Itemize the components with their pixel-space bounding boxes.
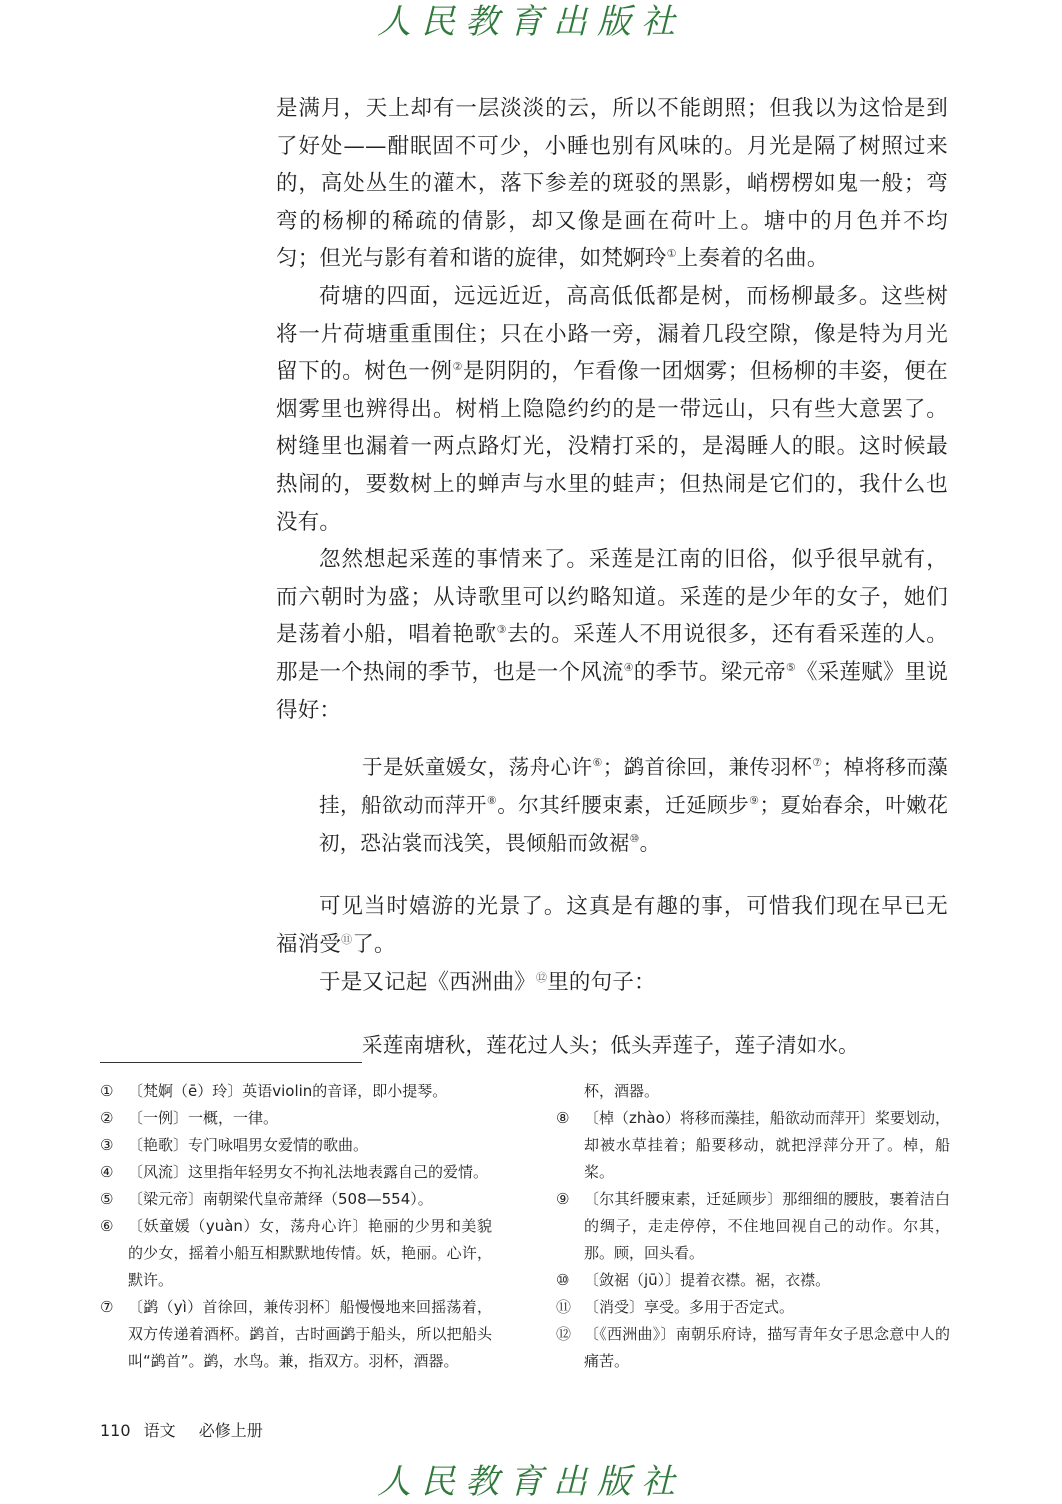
paragraph-1: 是满月，天上却有一层淡淡的云，所以不能朗照；但我以为这恰是到了好处——酣眠固不可少，小睡也别有风味的。月光是隔了树照过来的，高处丛生的灌木，落下参差的斑驳的黑影，峭楞楞如鬼一般；弯弯的杨柳的稀疏的倩影，却又像是画在荷叶上。塘中的月色并不均匀；但光与影有着和谐的旋律，如梵婀玲①上奏着的名曲。 bbox=[276, 96, 948, 272]
footnote-ref-3[interactable]: ③ bbox=[496, 623, 508, 637]
paragraph-3: 忽然想起采莲的事情来了。采莲是江南的旧俗，似乎很早就有，而六朝时为盛；从诗歌里可以约略知道。采莲的是少年的女子，她们是荡着小船，唱着艳歌③去的。采莲人不用说很多，还有看采莲的人。那是一个热闹的季节，也是一个风流④的季节。梁元帝⑤《采莲赋》里说得好： bbox=[276, 547, 949, 723]
footnote-divider bbox=[100, 1062, 362, 1063]
footnotes-left-column bbox=[100, 1078, 492, 1375]
footnotes-right-column bbox=[556, 1078, 950, 1375]
footnote-1: ① 〔梵婀（ē）玲〕英语violin的音译，即小提琴。 bbox=[100, 1082, 448, 1100]
footnote-ref-12[interactable]: ⑫ bbox=[536, 970, 548, 984]
footnote-ref-10[interactable]: ⑩ bbox=[629, 831, 640, 845]
footnote-9: ⑨ 〔尔其纤腰束素，迁延顾步〕那细细的腰肢，裹着洁白的绸子，走走停停，不住地回视自己的动作。尔其，那。顾，回头看。 bbox=[556, 1190, 950, 1262]
footnote-3: ③ 〔艳歌〕专门咏唱男女爱情的歌曲。 bbox=[100, 1136, 369, 1154]
footnote-6: ⑥ 〔妖童媛（yuàn）女，荡舟心许〕艳丽的少男和美貌的少女，摇着小船互相默默地传情。妖，艳丽。心许，默许。 bbox=[100, 1217, 492, 1289]
footnote-ref-2[interactable]: ② bbox=[452, 360, 463, 374]
footnote-12: ⑫ 〔《西洲曲》〕南朝乐府诗，描写青年女子思念意中人的痛苦。 bbox=[556, 1325, 950, 1370]
footnote-8: ⑧ 〔棹（zhào）将移而藻挂，船欲动而萍开〕桨要划动，却被水草挂着；船要移动，就把浮萍分开了。棹，船桨。 bbox=[556, 1109, 950, 1181]
footnote-ref-5[interactable]: ⑤ bbox=[785, 660, 796, 674]
page-footer bbox=[100, 1418, 263, 1441]
footer-subject: 语文 bbox=[143, 1421, 176, 1440]
footnote-ref-11[interactable]: ⑪ bbox=[341, 933, 353, 947]
footnote-4: ④ 〔风流〕这里指年轻男女不拘礼法地表露自己的爱情。 bbox=[100, 1163, 489, 1181]
main-text bbox=[276, 90, 948, 1065]
paragraph-2: 荷塘的四面，远远近近，高高低低都是树，而杨柳最多。这些树将一片荷塘重重围住；只在小路一旁，漏着几段空隙，像是特为月光留下的。树色一例②是阴阴的，乍看像一团烟雾；但杨柳的丰姿，便在烟雾里也辨得出。树梢上隐隐约约的是一带远山，只有些大意罢了。树缝里也漏着一两点路灯光，没精打采的，是渴睡人的眼。这时候最热闹的，要数树上的蝉声与水里的蛙声；但热闹是它们的，我什么也没有。 bbox=[276, 283, 949, 535]
publisher-logo-top: 人民教育出版社 bbox=[377, 2, 685, 42]
footnote-11: ⑪ 〔消受〕享受。多用于否定式。 bbox=[556, 1298, 795, 1316]
footnote-7-continued: 杯，酒器。 bbox=[584, 1082, 660, 1100]
footer-volume: 必修上册 bbox=[198, 1421, 263, 1440]
page-number: 110 bbox=[100, 1421, 131, 1440]
quote-cailian-fu: 于是妖童媛女，荡舟心许⑥；鹢首徐回，兼传羽杯⑦；棹将移而藻挂，船欲动而萍开⑧。尔其纤腰束素，迁延顾步⑨；夏始春余，叶嫩花初，恐沾裳而浅笑，畏倾船而敛裾⑩。 bbox=[319, 755, 949, 855]
paragraph-4: 可见当时嬉游的光景了。这真是有趣的事，可惜我们现在早已无福消受⑪了。 bbox=[276, 894, 948, 958]
footnote-10: ⑩ 〔敛裾（jū）〕提着衣襟。裾，衣襟。 bbox=[556, 1271, 831, 1289]
footnote-ref-4[interactable]: ④ bbox=[623, 660, 634, 674]
paragraph-5: 于是又记起《西洲曲》⑫里的句子： bbox=[319, 969, 656, 995]
footnote-2: ② 〔一例〕一概，一律。 bbox=[100, 1109, 279, 1127]
footnote-ref-8[interactable]: ⑧ bbox=[486, 793, 498, 807]
footnote-7: ⑦ 〔鹢（yì）首徐回，兼传羽杯〕船慢慢地来回摇荡着，双方传递着酒杯。鹢首，古时画鹢于船头，所以把船头叫“鹢首”。鹢，水鸟。兼，指双方。羽杯，酒器。 bbox=[100, 1298, 492, 1370]
publisher-logo-bottom: 人民教育出版社 bbox=[377, 1462, 685, 1502]
footnote-ref-9[interactable]: ⑨ bbox=[749, 793, 760, 807]
footnote-ref-1[interactable]: ① bbox=[666, 247, 677, 261]
footnote-ref-7[interactable]: ⑦ bbox=[812, 756, 823, 770]
quote-xizhou-qu: 采莲南塘秋，莲花过人头；低头弄莲子，莲子清如水。 bbox=[362, 1033, 859, 1058]
footnote-ref-6[interactable]: ⑥ bbox=[592, 756, 603, 770]
footnote-5: ⑤ 〔梁元帝〕南朝梁代皇帝萧绎（508—554）。 bbox=[100, 1190, 433, 1208]
